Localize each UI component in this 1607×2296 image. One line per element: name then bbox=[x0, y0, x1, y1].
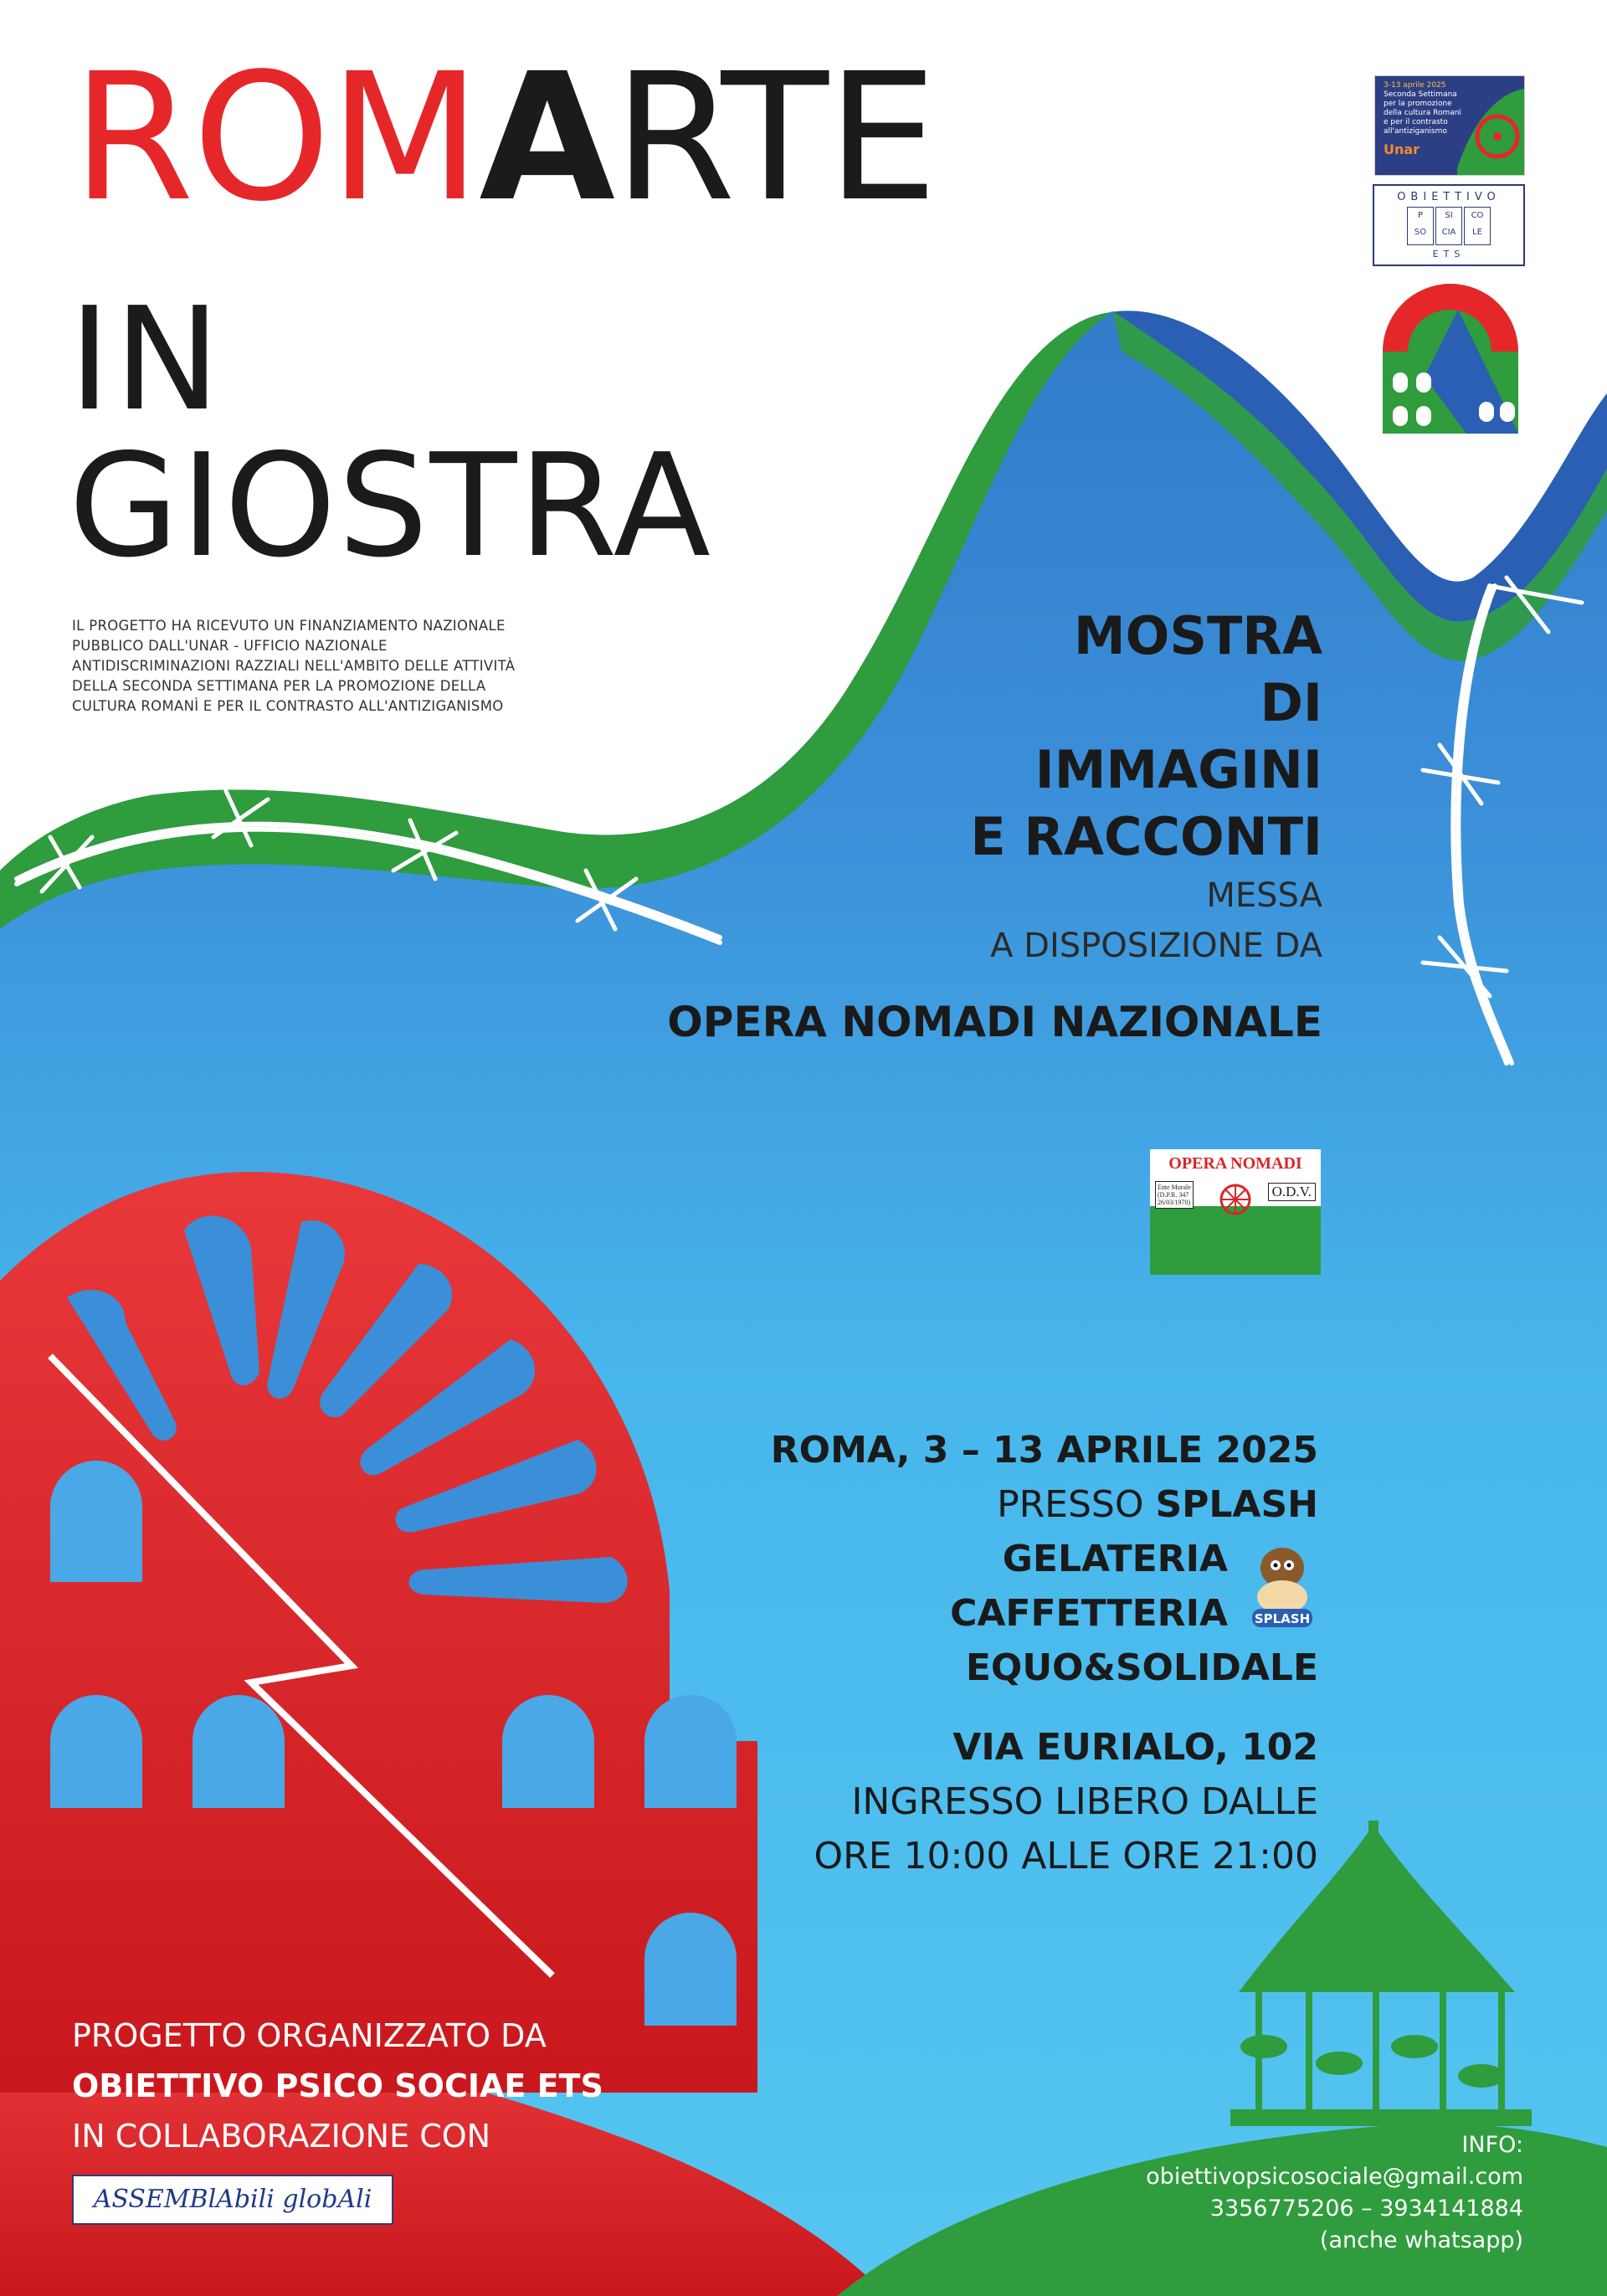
obiettivo-logo-bottom: ETS bbox=[1432, 249, 1466, 259]
venue-address: VIA EURIALO, 102 bbox=[952, 1726, 1318, 1769]
settimana-logo-line: Seconda Settimana bbox=[1384, 90, 1457, 99]
opera-nomadi-logo bbox=[1150, 1149, 1321, 1275]
lending-organization: OPERA NOMADI NAZIONALE bbox=[667, 998, 1322, 1046]
opera-logo-name: OPERA NOMADI bbox=[1168, 1154, 1302, 1173]
contact-email[interactable]: obiettivopsicosociale@gmail.com bbox=[1146, 2164, 1523, 2190]
settimana-logo-text bbox=[1384, 81, 1467, 136]
exhibition-line: MOSTRA bbox=[1073, 605, 1322, 666]
venue-type-line: GELATERIA bbox=[1002, 1538, 1228, 1580]
organizer-block bbox=[72, 2011, 603, 2161]
contact-label: INFO: bbox=[1461, 2132, 1523, 2158]
settimana-logo-line: della cultura Romanì bbox=[1384, 109, 1461, 117]
exhibition-block bbox=[569, 603, 1322, 1051]
obiettivo-logo-syllable: P bbox=[1417, 211, 1424, 220]
venue-type-line: CAFFETTERIA bbox=[950, 1592, 1228, 1635]
funding-note-line: IL PROGETTO HA RICEVUTO UN FINANZIAMENTO NAZIONALE bbox=[72, 618, 506, 634]
assemblabili-globali-logo: ASSEMBlAbili globAli bbox=[72, 2175, 393, 2225]
obiettivo-logo-top: OBIETTIVO bbox=[1397, 191, 1501, 203]
funding-note-line: CULTURA ROMANÌ E PER IL CONTRASTO ALL'ANTIZIGANISMO bbox=[72, 698, 504, 714]
title-rom: ROM bbox=[72, 35, 480, 240]
opening-hours: ORE 10:00 ALLE ORE 21:00 bbox=[814, 1835, 1318, 1877]
exhibition-line: DI bbox=[1260, 672, 1322, 733]
splash-logo-text: SPLASH bbox=[1254, 1611, 1311, 1626]
obiettivo-psico-sociale-logo bbox=[1373, 184, 1525, 266]
opera-logo-ente bbox=[1155, 1181, 1194, 1209]
organizer-intro: PROGETTO ORGANIZZATO DA bbox=[72, 2017, 547, 2054]
settimana-logo-line: per la promozione bbox=[1384, 100, 1452, 108]
collaboration-intro: IN COLLABORAZIONE CON bbox=[72, 2118, 491, 2155]
unar-logo-text: Unar bbox=[1384, 141, 1420, 157]
funding-note-line: DELLA SECONDA SETTIMANA PER LA PROMOZIONE DELLA bbox=[72, 678, 486, 694]
romarte-arch-logo bbox=[1374, 276, 1527, 434]
title-rte: RTE bbox=[613, 35, 937, 240]
settimana-logo-line: e per il contrasto bbox=[1384, 118, 1448, 126]
splash-mascot-logo bbox=[1249, 1538, 1316, 1631]
venue-prefix: PRESSO bbox=[997, 1483, 1156, 1526]
obiettivo-logo-column bbox=[1464, 207, 1491, 245]
obiettivo-logo-syllable: CIA bbox=[1441, 228, 1456, 237]
settimana-logo-wheel-icon bbox=[1457, 85, 1524, 175]
obiettivo-logo-syllable: CO bbox=[1471, 211, 1484, 220]
exhibition-line: IMMAGINI bbox=[1035, 739, 1322, 800]
opera-logo-ente-line: Ente Morale bbox=[1158, 1184, 1191, 1191]
obiettivo-logo-column bbox=[1407, 207, 1434, 245]
funding-note-line: ANTIDISCRIMINAZIONI RAZZIALI NELL'AMBITO DELLE ATTIVITÀ bbox=[72, 658, 516, 674]
opera-logo-ente-line: 26/03/1970) bbox=[1158, 1199, 1191, 1206]
settimana-logo-line: 3-13 aprile 2025 bbox=[1384, 81, 1446, 90]
venue-line bbox=[565, 1477, 1318, 1532]
obiettivo-logo-columns bbox=[1374, 207, 1523, 245]
opera-logo-ente-line: (D.P.R. 347 bbox=[1158, 1191, 1189, 1199]
opening-hours: INGRESSO LIBERO DALLE bbox=[851, 1780, 1318, 1823]
exhibition-sub: MESSA bbox=[1206, 876, 1322, 915]
wheel-icon bbox=[1219, 1183, 1252, 1216]
main-title bbox=[72, 35, 937, 240]
funding-note-line: PUBBLICO DALL'UNAR - UFFICIO NAZIONALE bbox=[72, 638, 388, 654]
venue-name: SPLASH bbox=[1155, 1483, 1318, 1526]
organizer-name: OBIETTIVO PSICO SOCIAE ETS bbox=[72, 2067, 603, 2104]
settimana-unar-logo bbox=[1374, 75, 1525, 176]
title-giostra: GIOSTRA bbox=[69, 424, 712, 589]
venue-type-line: EQUO&SOLIDALE bbox=[965, 1646, 1318, 1689]
title-in: IN bbox=[69, 277, 224, 443]
exhibition-sub: A DISPOSIZIONE DA bbox=[990, 927, 1322, 965]
funding-note bbox=[72, 616, 541, 717]
event-dates: ROMA, 3 – 13 APRILE 2025 bbox=[770, 1429, 1318, 1472]
opera-logo-odv: O.D.V. bbox=[1268, 1183, 1316, 1201]
obiettivo-logo-syllable: LE bbox=[1472, 228, 1482, 237]
contact-phones[interactable]: 3356775206 – 3934141884 bbox=[1209, 2196, 1523, 2222]
contact-block bbox=[1146, 2129, 1523, 2257]
title-a: A bbox=[479, 35, 614, 240]
obiettivo-logo-syllable: SO bbox=[1414, 228, 1427, 237]
settimana-logo-line: all'antiziganismo bbox=[1384, 127, 1447, 136]
contact-note: (anche whatsapp) bbox=[1319, 2227, 1523, 2253]
exhibition-line: E RACCONTI bbox=[970, 806, 1322, 867]
obiettivo-logo-column bbox=[1435, 207, 1462, 245]
obiettivo-logo-syllable: SI bbox=[1445, 211, 1453, 220]
event-info-block bbox=[565, 1423, 1318, 1883]
